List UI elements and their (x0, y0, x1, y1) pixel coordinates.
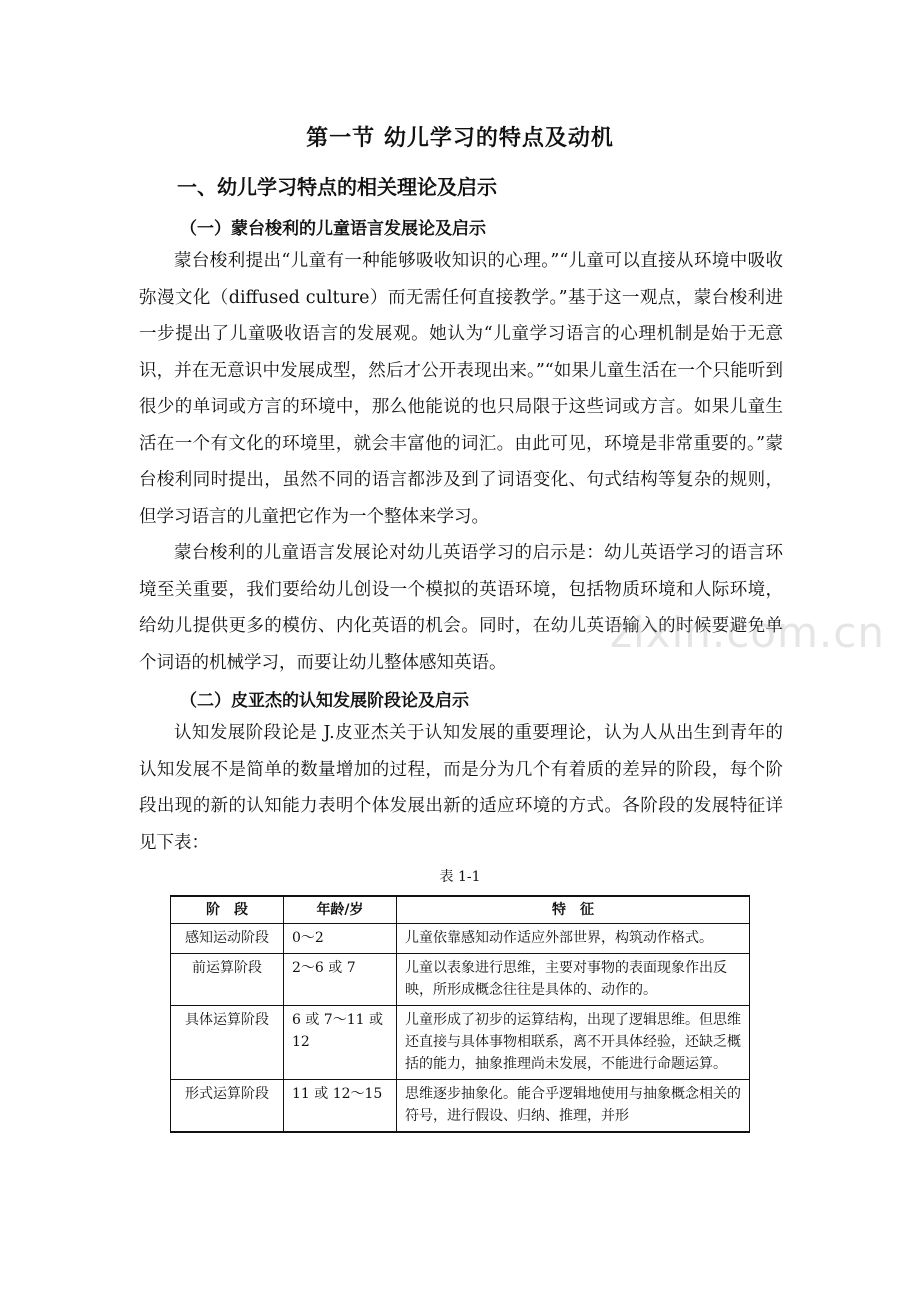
cognitive-stages-table (170, 895, 750, 1133)
cell-age: 2～6 或 7 (284, 954, 397, 1006)
paragraph-montessori-implication: 蒙台梭利的儿童语言发展论对幼儿英语学习的启示是：幼儿英语学习的语言环境至关重要，我们要给幼儿创设一个模拟的英语环境，包括物质环境和人际环境，给幼儿提供更多的模仿、内化英语的机会。同时，在幼儿英语输入的时候要避免单个词语的机械学习，而要让幼儿整体感知英语。 (139, 543, 783, 673)
cell-feature: 儿童依靠感知动作适应外部世界，构筑动作格式。 (397, 924, 750, 954)
cell-stage: 形式运算阶段 (171, 1080, 284, 1133)
cell-feature: 儿童形成了初步的运算结构，出现了逻辑思维。但思维还直接与具体事物相联系，离不开具体经验，还缺乏概括的能力，抽象推理尚未发展，不能进行命题运算。 (397, 1006, 750, 1080)
table-row (171, 1080, 750, 1133)
table-row (171, 1006, 750, 1080)
table-row (171, 954, 750, 1006)
cell-feature: 思维逐步抽象化。能合乎逻辑地使用与抽象概念相关的符号，进行假设、归纳、推理，并形 (397, 1080, 750, 1133)
cell-stage: 前运算阶段 (171, 954, 284, 1006)
section-heading: 一、幼儿学习特点的相关理论及启示 (177, 175, 497, 199)
table-header-row (171, 896, 750, 924)
cell-age: 0～2 (284, 924, 397, 954)
cell-feature: 儿童以表象进行思维，主要对事物的表面现象作出反映，所形成概念往往是具体的、动作的。 (397, 954, 750, 1006)
cell-stage: 感知运动阶段 (171, 924, 284, 954)
table-row (171, 924, 750, 954)
subsection-heading-montessori: （一）蒙台梭利的儿童语言发展论及启示 (180, 219, 486, 239)
cell-stage: 具体运算阶段 (171, 1006, 284, 1080)
header-stage: 阶 段 (171, 896, 284, 924)
header-age: 年龄/岁 (284, 896, 397, 924)
cell-age: 6 或 7～11 或 12 (284, 1006, 397, 1080)
paragraph-montessori-theory: 蒙台梭利提出“儿童有一种能够吸收知识的心理。”“儿童可以直接从环境中吸收弥漫文化（diffused culture）而无需任何直接教学。”基于这一观点，蒙台梭利进一步提出了儿童吸收语言的发展观。她认为“儿童学习语言的心理机制是始于无意识，并在无意识中发展成型，然后才公开表现出来。”“如果儿童生活在一个只能听到很少的单词或方言的环境中，那么他能说的也只局限于这些词或方言。如果儿童生活在一个有文化的环境里，就会丰富他的词汇。由此可见，环境是非常重要的。”蒙台梭利同时提出，虽然不同的语言都涉及到了词语变化、句式结构等复杂的规则，但学习语言的儿童把它作为一个整体来学习。 (139, 251, 783, 527)
page-title: 第一节 幼儿学习的特点及动机 (306, 125, 614, 151)
subsection-heading-piaget: （二）皮亚杰的认知发展阶段论及启示 (180, 691, 469, 711)
table-caption: 表 1-1 (439, 869, 481, 885)
cell-age: 11 或 12～15 (284, 1080, 397, 1133)
paragraph-piaget-theory: 认知发展阶段论是 J.皮亚杰关于认知发展的重要理论，认为人从出生到青年的认知发展不是简单的数量增加的过程，而是分为几个有着质的差异的阶段，每个阶段出现的新的认知能力表明个体发展出新的适应环境的方式。各阶段的发展特征详见下表： (139, 723, 783, 853)
header-feature: 特 征 (397, 896, 750, 924)
watermark: zixin.com.cn (610, 608, 885, 657)
